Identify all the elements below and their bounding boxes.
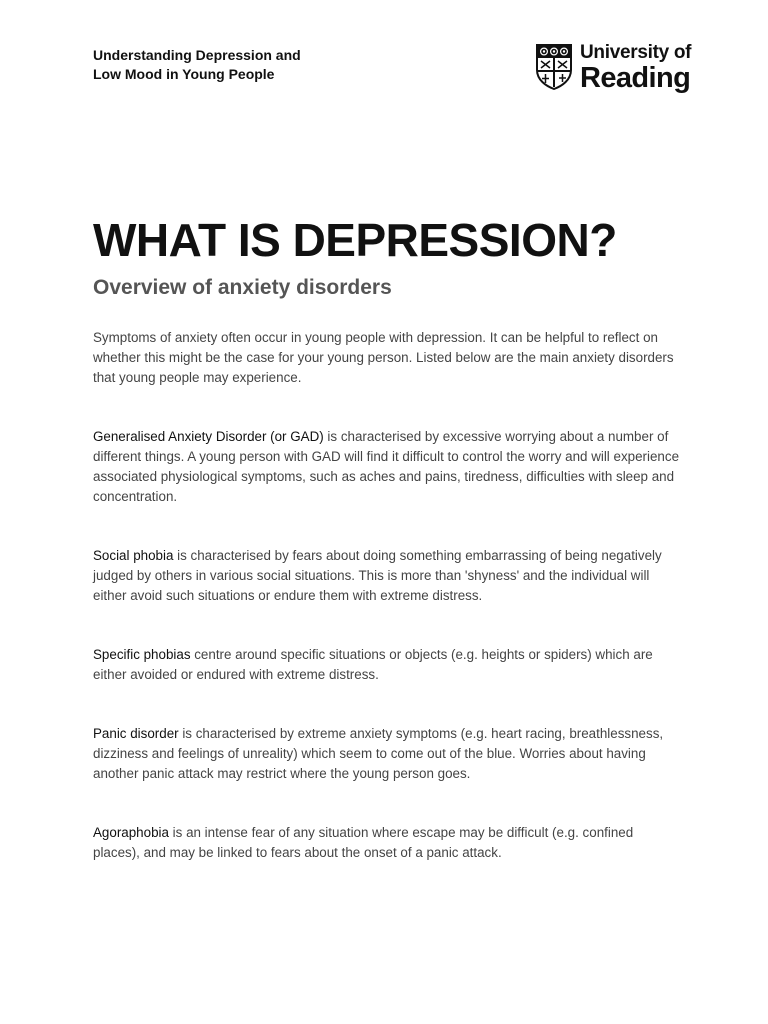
document-title	[93, 46, 373, 84]
university-name-line2: Reading	[580, 62, 691, 94]
disorder-term: Panic disorder	[93, 726, 179, 741]
disorder-description: is characterised by fears about doing something embarrassing of being negatively judged by others in various social situations. This is more than 'shyness' and the individual will either avoid such situations or endure them with extreme distress.	[93, 548, 662, 603]
disorder-paragraph-panic-disorder	[93, 724, 683, 784]
page-header	[93, 44, 693, 96]
body-content	[93, 328, 683, 863]
page-subtitle: Overview of anxiety disorders	[93, 276, 392, 299]
disorder-description: centre around specific situations or objects (e.g. heights or spiders) which are either avoided or endured with extreme distress.	[93, 647, 653, 682]
disorder-term: Specific phobias	[93, 647, 191, 662]
disorder-paragraph-specific-phobias	[93, 645, 683, 685]
university-name-line1: University of	[580, 42, 692, 63]
document-title-line2: Low Mood in Young People	[93, 66, 275, 82]
disorder-description: is characterised by excessive worrying about a number of different things. A young person with GAD will find it difficult to control the worry and will experience associated physiological symptoms, such as aches and pains, tiredness, difficulties with sleep and concentration.	[93, 429, 680, 504]
disorder-description: is characterised by extreme anxiety symptoms (e.g. heart racing, breathlessness, dizziness and feelings of unreality) which seem to come out of the blue. Worries about having another panic attack may restrict where the young person goes.	[93, 726, 664, 781]
disorder-term: Generalised Anxiety Disorder (or GAD)	[93, 429, 324, 444]
disorder-paragraph-social-phobia	[93, 546, 683, 606]
disorder-paragraph-gad	[93, 427, 683, 507]
disorder-description: is an intense fear of any situation where escape may be difficult (e.g. confined places), and may be linked to fears about the onset of a panic attack.	[93, 825, 634, 860]
university-shield-icon	[536, 44, 572, 90]
disorder-term: Social phobia	[93, 548, 174, 563]
intro-paragraph: Symptoms of anxiety often occur in young people with depression. It can be helpful to reflect on whether this might be the case for your young person. Listed below are the main anxiety disorders that young people may experience.	[93, 330, 674, 385]
disorder-paragraph-agoraphobia	[93, 823, 683, 863]
page-title: WHAT IS DEPRESSION?	[93, 214, 617, 266]
document-title-line1: Understanding Depression and	[93, 47, 301, 63]
university-logo	[536, 44, 696, 96]
disorder-term: Agoraphobia	[93, 825, 169, 840]
university-name	[580, 42, 691, 93]
